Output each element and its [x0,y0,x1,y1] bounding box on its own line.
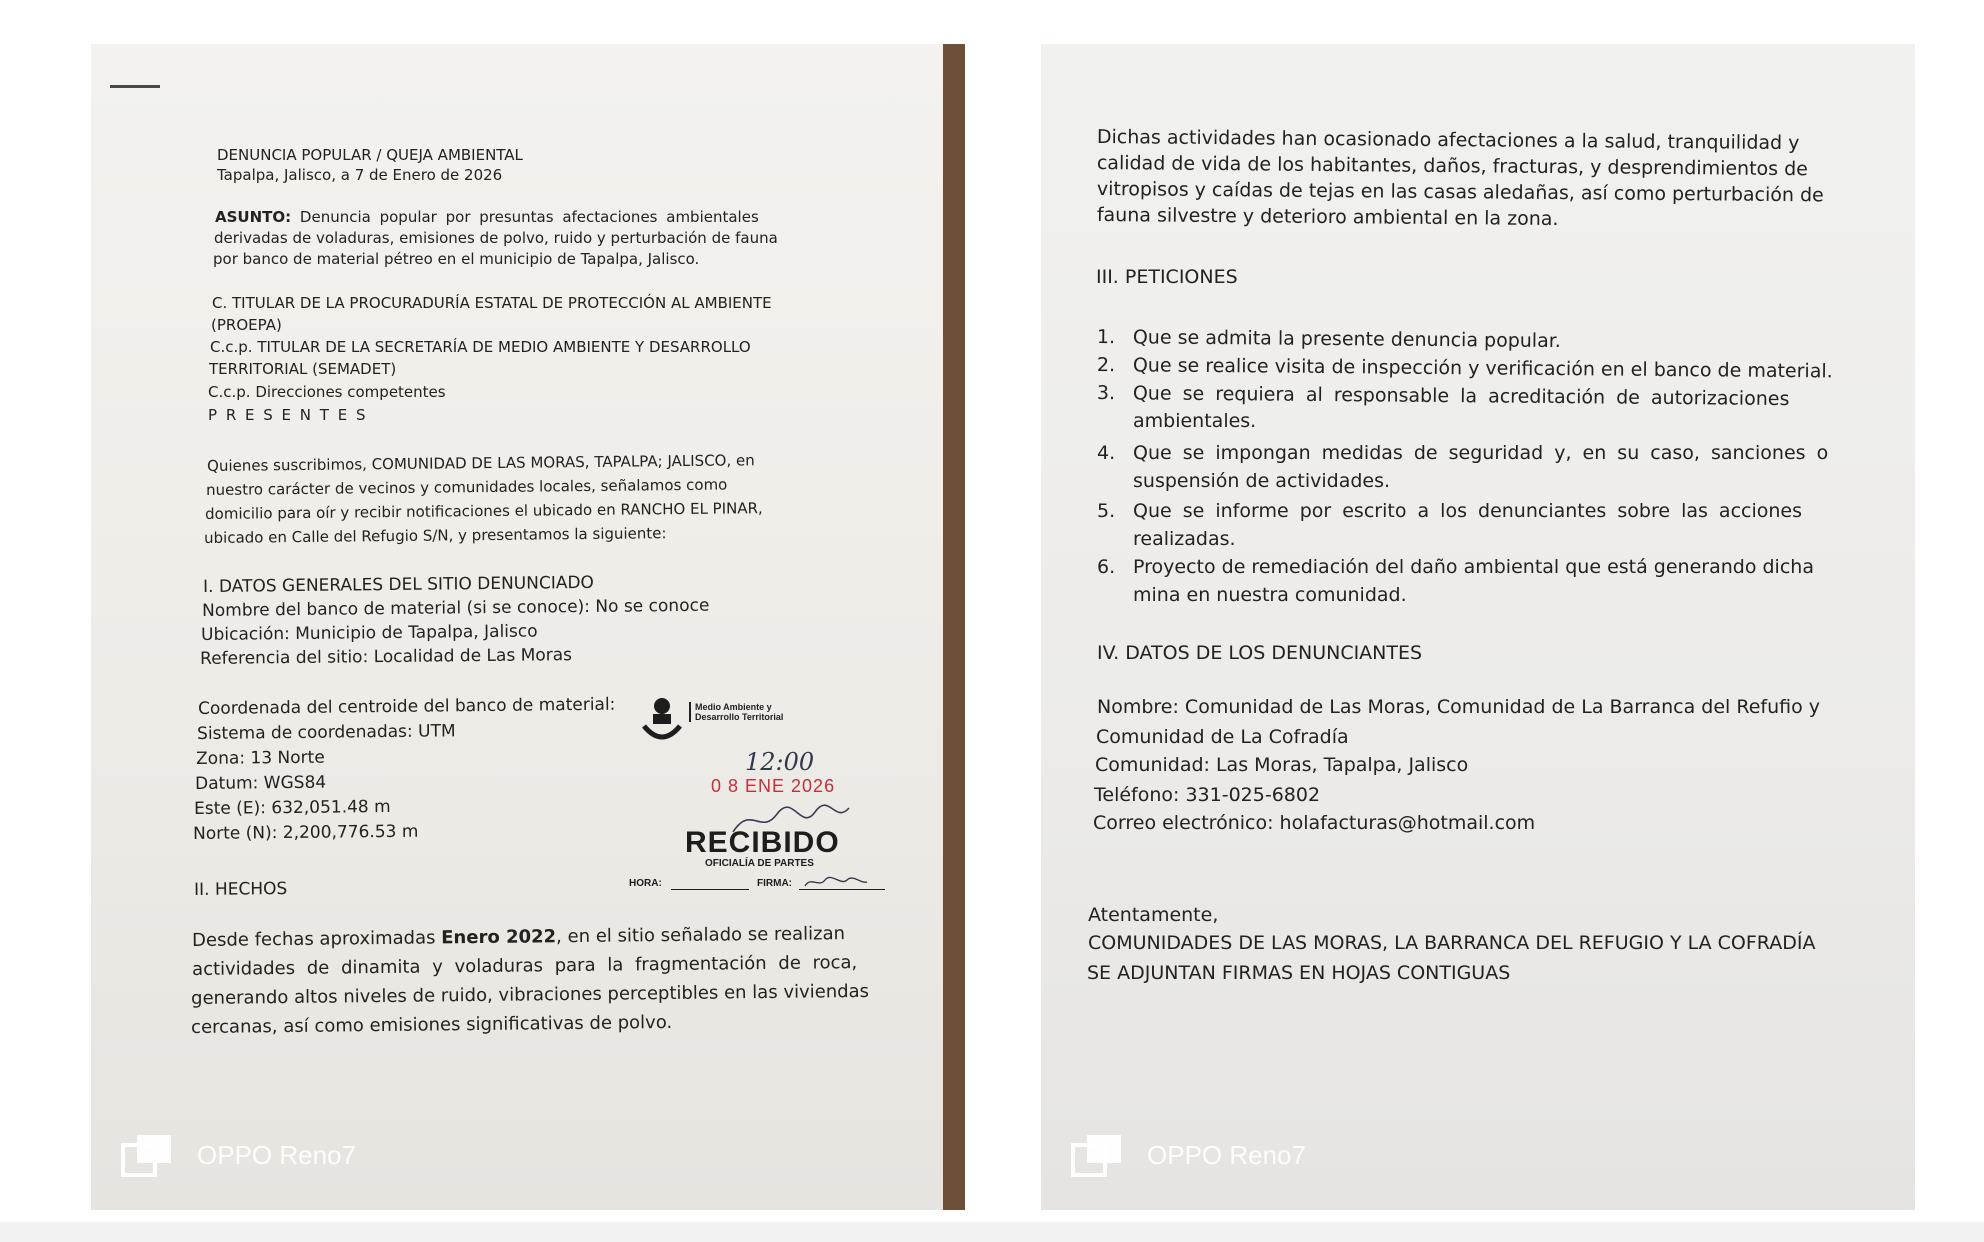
doc-header-date: Tapalpa, Jalisco, a 7 de Enero de 2026 [217,166,503,184]
site-name: Nombre del banco de material (si se conoce): No se conoce [202,595,710,621]
doc-header-title: DENUNCIA POPULAR / QUEJA AMBIENTAL [217,146,523,164]
intro-line-2: nuestro carácter de vecinos y comunidades locales, señalamos como [206,475,728,499]
paper-sheet-left [91,44,943,1210]
asunto-line-3: por banco de material pétreo en el municipio de Tapalpa, Jalisco. [213,250,700,268]
stamp-recibido: RECIBIDO [685,826,840,859]
petition-3-cont: ambientales. [1133,410,1257,432]
recipient-line-4: TERRITORIAL (SEMADET) [209,360,397,378]
camera-watermark-text: OPPO Reno7 [197,1139,356,1170]
recipient-line-2: (PROEPA) [211,316,282,334]
petition-4: 4. Que se impongan medidas de seguridad y, en su caso, sanciones o [1097,442,1829,464]
section-1-title: I. DATOS GENERALES DEL SITIO DENUNCIADO [203,572,595,597]
petition-6-cont: mina en nuestra comunidad. [1133,584,1407,606]
hechos-line-3: generando altos niveles de ruido, vibraciones perceptibles en las viviendas [191,980,870,1009]
photo-left-page [91,44,965,1210]
site-location: Ubicación: Municipio de Tapalpa, Jalisco [201,621,538,645]
asunto-line-1: ASUNTO: Denuncia popular por presuntas afectaciones ambientales [215,208,759,226]
camera-watermark-text: OPPO Reno7 [1147,1139,1306,1170]
recipient-line-1: C. TITULAR DE LA PROCURADURÍA ESTATAL DE PROTECCIÓN AL AMBIENTE [212,294,772,312]
hora-underline [671,889,749,890]
asunto-label: ASUNTO: [215,208,292,226]
petition-4-cont: suspensión de actividades. [1133,470,1391,492]
bottom-strip [0,1222,1984,1242]
denunciantes-name-2: Comunidad de La Cofradía [1096,726,1349,748]
effects-line-2: calidad de vida de los habitantes, daños, fracturas, y desprendimientos de [1096,152,1808,181]
intro-line-1: Quienes suscribimos, COMUNIDAD DE LAS MORAS, TAPALPA; JALISCO, en [207,451,755,475]
petition-5: 5. Que se informe por escrito a los denunciantes sobre las acciones [1097,500,1803,522]
petition-5-cont: realizadas. [1133,528,1236,550]
petition-3: 3. Que se requiera al responsable la acreditación de autorizaciones [1096,382,1790,411]
initials-signature-icon [801,874,871,890]
camera-logo-icon [121,1133,173,1177]
effects-line-4: fauna silvestre y deterioro ambiental en la zona. [1096,204,1559,231]
coord-easting: Este (E): 632,051.48 m [194,796,391,819]
site-reference: Referencia del sitio: Localidad de Las Moras [200,645,573,669]
closing-salutation: Atentamente, [1088,904,1219,926]
recipient-line-6: P R E S E N T E S [208,406,368,424]
government-seal-icon [641,696,683,742]
coord-zone: Zona: 13 Norte [196,747,325,769]
coord-system: Sistema de coordenadas: UTM [197,721,456,744]
stamp-date: 0 8 ENE 2026 [711,776,836,796]
recipient-line-3: C.c.p. TITULAR DE LA SECRETARÍA DE MEDIO AMBIENTE Y DESARROLLO [210,338,751,356]
seal-label: Medio Ambiente y Desarrollo Territorial [689,702,783,722]
denunciantes-phone: Teléfono: 331-025-6802 [1094,784,1321,806]
closing-signatories: COMUNIDADES DE LAS MORAS, LA BARRANCA DEL REFUGIO Y LA COFRADÍA [1088,932,1816,954]
effects-line-3: vitropisos y caídas de tejas en las casas aledañas, así como perturbación de [1096,178,1824,207]
denunciantes-community: Comunidad: Las Moras, Tapalpa, Jalisco [1095,754,1469,776]
petition-6: 6. Proyecto de remediación del daño ambiental que está generando dicha [1097,556,1814,578]
intro-line-3: domicilio para oír y recibir notificaciones el ubicado en RANCHO EL PINAR, [205,499,763,523]
stamp-hora-label: HORA: [629,878,662,889]
intro-line-4: ubicado en Calle del Refugio S/N, y presentamos la siguiente: [204,524,667,547]
paper-sheet-right [1041,44,1915,1210]
coord-northing: Norte (N): 2,200,776.53 m [193,821,419,844]
denunciantes-name-1: Nombre: Comunidad de Las Moras, Comunidad de La Barranca del Refufio y [1097,696,1821,718]
photo-right-page [1041,44,1915,1210]
hechos-line-1: Desde fechas aproximadas Enero 2022, en el sitio señalado se realizan [192,923,846,951]
camera-logo-icon [1071,1133,1123,1177]
hechos-date-highlight: Enero 2022 [441,926,557,949]
effects-line-1: Dichas actividades han ocasionado afectaciones a la salud, tranquilidad y [1096,126,1800,155]
section-3-title: III. PETICIONES [1096,266,1238,288]
coord-title: Coordenada del centroide del banco de material: [198,694,616,719]
handwritten-time: 12:00 [745,748,815,776]
petition-2: 2. Que se realice visita de inspección y verificación en el banco de material. [1096,354,1833,383]
pen-mark [110,85,160,88]
section-2-title: II. HECHOS [194,879,288,900]
hechos-line-2: actividades de dinamita y voladuras para la fragmentación de roca, [192,952,858,980]
camera-watermark-right [1071,1132,1306,1178]
section-4-title: IV. DATOS DE LOS DENUNCIANTES [1097,642,1423,664]
camera-watermark-left [121,1132,356,1178]
asunto-line-2: derivadas de voladuras, emisiones de polvo, ruido y perturbación de fauna [214,229,778,247]
hechos-line-4: cercanas, así como emisiones significativas de polvo. [191,1011,673,1038]
stamp-oficialia: OFICIALÍA DE PARTES [705,858,814,869]
closing-attachments: SE ADJUNTAN FIRMAS EN HOJAS CONTIGUAS [1087,962,1511,984]
petition-1: 1. Que se admita la presente denuncia popular. [1096,326,1561,353]
recipient-line-5: C.c.p. Direcciones competentes [208,383,446,401]
denunciantes-email: Correo electrónico: holafacturas@hotmail.com [1093,812,1536,834]
reception-stamp [629,692,901,889]
stamp-firma-label: FIRMA: [757,878,792,889]
coord-datum: Datum: WGS84 [195,772,327,794]
